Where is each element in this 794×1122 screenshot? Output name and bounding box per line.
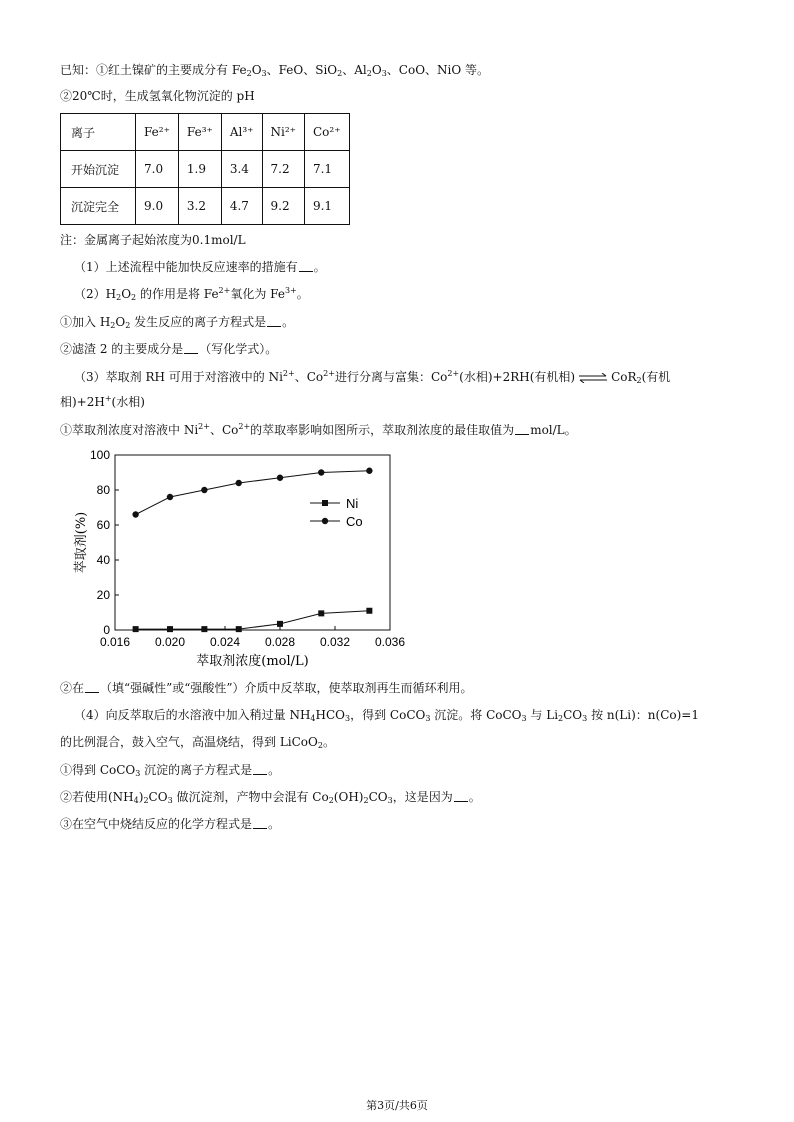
table-cell: 3.4 [221, 151, 262, 188]
legend-label-ni: Ni [346, 496, 359, 511]
table-cell: 4.7 [221, 188, 262, 225]
data-point-co [366, 468, 372, 474]
table-cell: Fe²⁺ [136, 114, 179, 151]
legend-marker-ni [322, 500, 328, 506]
data-point-ni [201, 626, 207, 632]
table-row [61, 188, 350, 225]
page-footer: 第3页/共6页 [366, 1099, 428, 1112]
question-2a: ①加入 $H_2O_2$ 发生反应的离子方程式是 。 [60, 315, 295, 330]
y-axis-label: 萃取剂(%) [74, 511, 89, 574]
data-point-co [167, 494, 173, 500]
question-3a: ①萃取剂浓度对溶液中 $Ni^{2+}$、$Co^{2+}$的萃取率影响如图所示，萃取剂浓度的最佳取值为 mol/L。 [60, 422, 577, 437]
data-point-ni [318, 610, 324, 616]
table-cell: Fe³⁺ [178, 114, 221, 151]
data-point-ni [366, 608, 372, 614]
table-cell: 3.2 [178, 188, 221, 225]
table-cell: 1.9 [178, 151, 221, 188]
y-tick-label: 40 [96, 553, 110, 567]
data-point-ni [236, 626, 242, 632]
y-tick-label: 80 [96, 483, 110, 497]
extraction-chart [60, 445, 405, 673]
table-cell: 离子 [61, 114, 136, 151]
known-line-1: 已知：①红土镍矿的主要成分有 $Fe_2O_3$、FeO、SiO$_2$、$Al_2O_3$、CoO、NiO 等。 [60, 63, 490, 78]
question-4c: ③在空气中烧结反应的化学方程式是 。 [60, 817, 281, 831]
table-cell: Ni²⁺ [262, 114, 304, 151]
table-cell: 9.1 [304, 188, 349, 225]
x-tick-label: 0.032 [319, 635, 351, 649]
x-axis-label: 萃取剂浓度(mol/L) [196, 654, 309, 669]
question-1: （1）上述流程中能加快反应速率的措施有 。 [74, 260, 326, 274]
data-point-co [132, 511, 138, 517]
x-tick-label: 0.036 [374, 635, 405, 649]
y-tick-label: 20 [96, 588, 110, 602]
table-row [61, 114, 350, 151]
question-3: （3）萃取剂 RH 可用于对溶液中的 $Ni^{2+}$、$Co^{2+}$进行分离与富集：$Co^{2+}$(水相)+2RH(有机相) CoR$_2$(有机 [74, 369, 671, 385]
y-tick-label: 0 [103, 623, 110, 637]
data-point-ni [277, 621, 283, 627]
table-cell: 9.2 [262, 188, 304, 225]
legend-marker-co [322, 518, 328, 524]
question-4b: ②若使用$(NH_4)_2CO_3$ 做沉淀剂，产物中会混有 $Co_2(OH)_2CO_3$，这是因为 。 [60, 790, 481, 805]
question-3b: ②在 （填“强碱性”或“强酸性”）介质中反萃取，使萃取剂再生而循环利用。 [60, 681, 473, 695]
table-cell: 7.1 [304, 151, 349, 188]
table-cell: 7.0 [136, 151, 179, 188]
data-point-ni [167, 626, 173, 632]
question-4-cont: 的比例混合，鼓入空气，高温烧结，得到 LiCoO$_2$。 [60, 735, 335, 750]
ph-table [60, 113, 350, 225]
question-3-cont: 相)+2H+(水相) [60, 394, 145, 409]
y-tick-label: 60 [96, 518, 110, 532]
equilibrium-arrow-icon [578, 373, 608, 383]
series-line-co [136, 471, 370, 515]
data-point-ni [133, 626, 139, 632]
table-cell: 开始沉淀 [61, 151, 136, 188]
question-4a: ①得到 CoCO$_3$ 沉淀的离子方程式是 。 [60, 763, 281, 778]
question-2: $(2)H_2O_2$ 的作用是将 $Fe^{2+}$氧化为 $Fe^{3+}$。 [74, 286, 309, 302]
x-tick-label: 0.020 [154, 635, 186, 649]
x-tick-label: 0.028 [264, 635, 296, 649]
table-cell: 9.0 [136, 188, 179, 225]
table-row [61, 151, 350, 188]
data-point-co [318, 469, 324, 475]
question-4: （4）向反萃取后的水溶液中加入稍过量 $NH_4HCO_3$，得到 CoCO$_3$ 沉淀。将 CoCO$_3$ 与 $Li_2CO_3$ 按 n(Li)：n(Co)=1 [74, 708, 699, 723]
data-point-co [277, 475, 283, 481]
y-tick-label: 100 [89, 448, 110, 462]
x-tick-label: 0.016 [99, 635, 131, 649]
table-note: 注：金属离子起始浓度为0.1mol/L [60, 233, 246, 247]
legend-label-co: Co [346, 514, 363, 529]
table-cell: 7.2 [262, 151, 304, 188]
table-cell: 沉淀完全 [61, 188, 136, 225]
known-line-2: ②20℃时，生成氢氧化物沉淀的 pH [60, 89, 255, 103]
table-cell: Co²⁺ [304, 114, 349, 151]
x-tick-label: 0.024 [209, 635, 241, 649]
question-2b: ②滤渣 2 的主要成分是 （写化学式）。 [60, 342, 278, 356]
table-cell: Al³⁺ [221, 114, 262, 151]
data-point-co [236, 480, 242, 486]
data-point-co [201, 487, 207, 493]
